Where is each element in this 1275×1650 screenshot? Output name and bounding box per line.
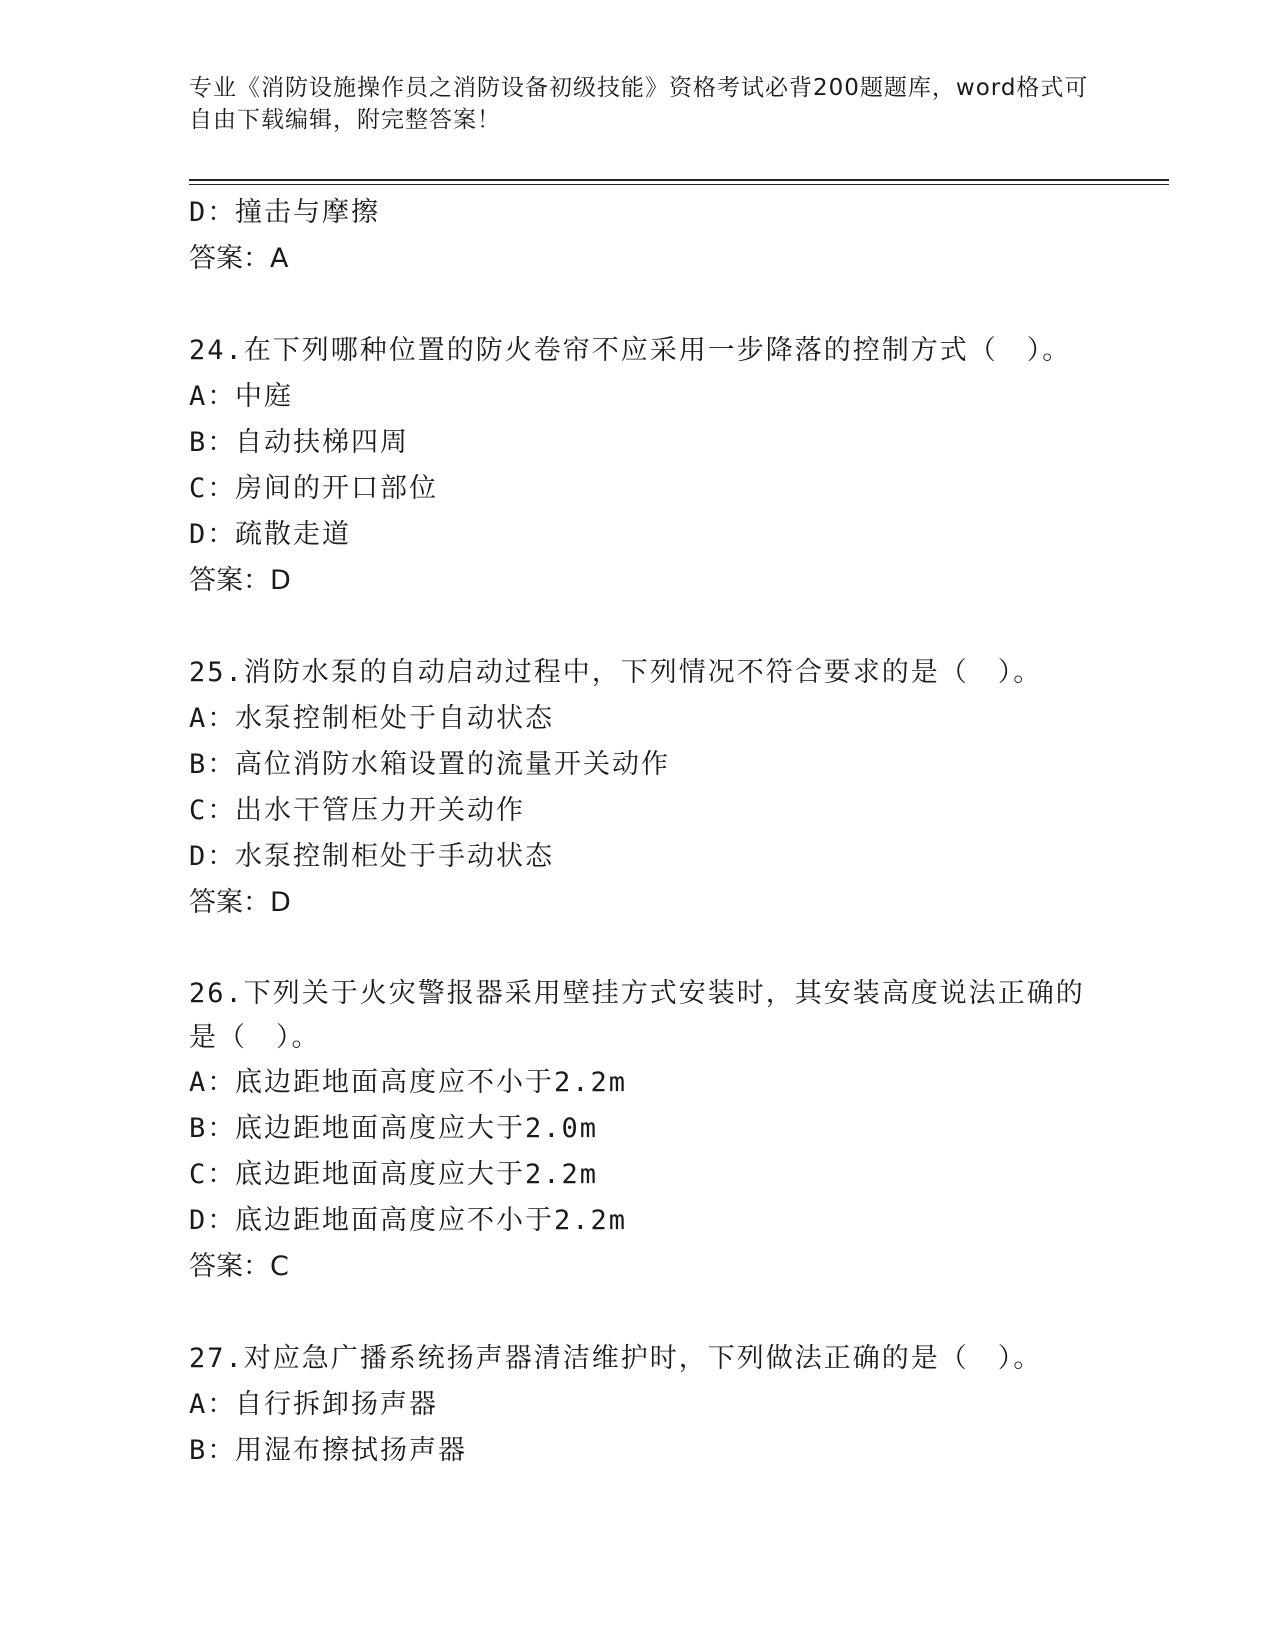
option-key: D： (189, 1205, 237, 1236)
option-key: B： (189, 1113, 237, 1144)
question-block-27 (189, 1336, 1149, 1474)
option-key: B： (189, 427, 237, 458)
option-b (189, 1428, 1149, 1474)
option-key: D： (189, 197, 237, 228)
answer-line: 答案：D (189, 565, 291, 596)
option-b (189, 420, 1149, 466)
option-key: C： (189, 473, 237, 504)
option-text: 水泵控制柜处于自动状态 (235, 703, 554, 734)
option-a (189, 374, 1149, 420)
question-block-25 (189, 650, 1149, 926)
option-d (189, 512, 1149, 558)
option-key: D： (189, 519, 237, 550)
answer-line: 答案：D (189, 887, 291, 918)
option-d (189, 1198, 1149, 1244)
option-d (189, 834, 1149, 880)
document-header (189, 72, 1089, 136)
option-d (189, 190, 1149, 236)
option-text: 底边距地面高度应大于2.2m (235, 1159, 599, 1190)
option-text: 高位消防水箱设置的流量开关动作 (235, 749, 670, 780)
option-text: 撞击与摩擦 (235, 197, 380, 228)
option-b (189, 1106, 1149, 1152)
option-c (189, 1152, 1149, 1198)
option-text: 自行拆卸扬声器 (235, 1389, 438, 1420)
option-a (189, 696, 1149, 742)
header-text: 专业《消防设施操作员之消防设备初级技能》资格考试必背200题题库，word格式可自由下载编辑，附完整答案！ (189, 75, 1089, 133)
option-c (189, 788, 1149, 834)
option-c (189, 466, 1149, 512)
option-text: 底边距地面高度应不小于2.2m (235, 1067, 628, 1098)
question-block-24 (189, 328, 1149, 604)
option-key: B： (189, 749, 237, 780)
option-b (189, 742, 1149, 788)
option-a (189, 1382, 1149, 1428)
question-block-26 (189, 972, 1149, 1290)
document-body (189, 190, 1149, 1474)
option-text: 中庭 (235, 381, 293, 412)
option-text: 房间的开口部位 (235, 473, 438, 504)
option-key: A： (189, 1389, 237, 1420)
question-stem: 27.对应急广播系统扬声器清洁维护时，下列做法正确的是（ ）。 (189, 1343, 1043, 1374)
header-divider-thick (189, 179, 1169, 181)
option-text: 用湿布擦拭扬声器 (235, 1435, 467, 1466)
option-text: 底边距地面高度应不小于2.2m (235, 1205, 628, 1236)
answer-line: 答案：A (189, 243, 289, 274)
option-key: B： (189, 1435, 237, 1466)
question-block-23-tail (189, 190, 1149, 282)
question-stem: 25.消防水泵的自动启动过程中，下列情况不符合要求的是（ ）。 (189, 657, 1043, 688)
option-key: C： (189, 1159, 237, 1190)
option-a (189, 1060, 1149, 1106)
answer-line: 答案：C (189, 1251, 289, 1282)
header-divider-thin (189, 184, 1169, 185)
option-key: A： (189, 1067, 237, 1098)
option-key: C： (189, 795, 237, 826)
option-key: A： (189, 381, 237, 412)
option-key: A： (189, 703, 237, 734)
question-stem: 26.下列关于火灾警报器采用壁挂方式安装时，其安装高度说法正确的是（ ）。 (189, 978, 1085, 1053)
question-stem: 24.在下列哪种位置的防火卷帘不应采用一步降落的控制方式（ ）。 (189, 335, 1072, 366)
option-text: 疏散走道 (235, 519, 351, 550)
option-key: D： (189, 841, 237, 872)
option-text: 出水干管压力开关动作 (235, 795, 525, 826)
option-text: 水泵控制柜处于手动状态 (235, 841, 554, 872)
option-text: 底边距地面高度应大于2.0m (235, 1113, 599, 1144)
option-text: 自动扶梯四周 (235, 427, 409, 458)
